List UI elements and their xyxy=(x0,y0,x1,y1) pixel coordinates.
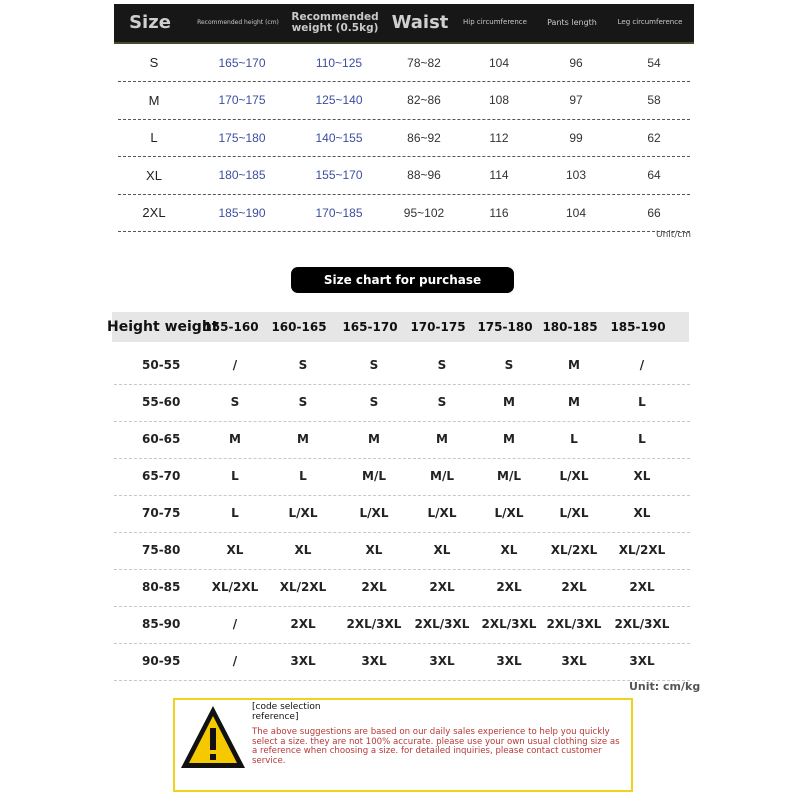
cell-height: 175~180 xyxy=(218,130,266,145)
purchase-chart-row xyxy=(114,347,690,385)
weight-range-label: 85-90 xyxy=(142,617,181,631)
size-recommendation-cell: M xyxy=(503,395,515,409)
size-recommendation-cell: 3XL xyxy=(290,654,316,668)
weight-range-label: 90-95 xyxy=(142,654,181,668)
size-recommendation-cell: 3XL xyxy=(496,654,522,668)
size-table-row xyxy=(118,119,690,157)
height-column-header: 185-190 xyxy=(610,320,666,334)
purchase-chart-row xyxy=(114,606,690,644)
size-recommendation-cell: XL/2XL xyxy=(550,543,598,557)
size-recommendation-cell: XL xyxy=(633,469,651,483)
purchase-chart-row xyxy=(114,532,690,570)
size-recommendation-cell: M xyxy=(568,395,580,409)
cell-waist: 78~82 xyxy=(407,55,441,70)
header-size: Size xyxy=(129,11,171,33)
size-recommendation-cell: L xyxy=(231,469,239,483)
cell-size: S xyxy=(149,55,159,70)
size-recommendation-cell: S xyxy=(298,395,308,409)
size-recommendation-cell: / xyxy=(232,654,238,668)
height-column-header: 180-185 xyxy=(542,320,598,334)
weight-range-label: 60-65 xyxy=(142,432,181,446)
header-recommended-height: Recommended height (cm) xyxy=(197,18,279,26)
size-recommendation-cell: L xyxy=(570,432,578,446)
purchase-chart-row xyxy=(114,569,690,607)
size-recommendation-cell: S xyxy=(369,395,379,409)
size-recommendation-cell: L/XL xyxy=(494,506,524,520)
size-recommendation-cell: XL xyxy=(433,543,451,557)
size-recommendation-cell: S xyxy=(230,395,240,409)
size-recommendation-cell: XL xyxy=(500,543,518,557)
purchase-chart-unit: Unit: cm/kg xyxy=(629,680,701,693)
cell-pants-length: 103 xyxy=(565,168,587,182)
size-recommendation-cell: M/L xyxy=(362,469,386,483)
size-recommendation-cell: 3XL xyxy=(361,654,387,668)
size-table-row xyxy=(118,157,690,195)
size-recommendation-cell: XL/2XL xyxy=(211,580,259,594)
cell-weight: 125~140 xyxy=(315,93,363,107)
size-recommendation-cell: XL/2XL xyxy=(279,580,327,594)
weight-range-label: 55-60 xyxy=(142,395,181,409)
size-table-row xyxy=(118,194,690,232)
size-recommendation-cell: S xyxy=(437,358,447,372)
cell-height: 180~185 xyxy=(218,168,266,182)
cell-leg: 58 xyxy=(647,93,661,107)
size-recommendation-cell: M xyxy=(229,432,241,446)
notice-body: The above suggestions are based on our daily sales experience to help you quickly select a size. they are not 100% accurate. please use your own usual clothing size as a reference when choosing a size. for detailed inquiries, please contact customer service. xyxy=(252,727,620,766)
cell-waist: 86~92 xyxy=(407,130,441,145)
size-recommendation-cell: L/XL xyxy=(559,506,589,520)
cell-pants-length: 99 xyxy=(569,130,583,145)
size-recommendation-cell: / xyxy=(639,358,645,372)
cell-hip: 116 xyxy=(489,205,509,220)
cell-hip: 114 xyxy=(489,168,509,182)
cell-pants-length: 97 xyxy=(569,93,583,107)
size-recommendation-cell: S xyxy=(369,358,379,372)
size-recommendation-cell: 2XL xyxy=(429,580,455,594)
size-notice xyxy=(173,698,633,792)
purchase-chart-header xyxy=(107,312,689,342)
cell-leg: 66 xyxy=(647,205,661,220)
size-recommendation-cell: S xyxy=(298,358,308,372)
cell-weight: 155~170 xyxy=(315,168,363,182)
size-recommendation-cell: 2XL xyxy=(561,580,587,594)
size-table-row xyxy=(118,44,690,82)
cell-waist: 95~102 xyxy=(403,205,445,220)
size-table-unit: Unit/cm xyxy=(656,230,692,240)
size-recommendation-cell: XL xyxy=(365,543,383,557)
cell-hip: 104 xyxy=(488,55,510,70)
size-recommendation-cell: 2XL xyxy=(361,580,387,594)
size-recommendation-cell: L/XL xyxy=(427,506,457,520)
cell-size: XL xyxy=(146,167,162,183)
size-recommendation-cell: 2XL/3XL xyxy=(614,617,670,631)
cell-weight: 110~125 xyxy=(315,55,363,70)
cell-size: 2XL xyxy=(142,205,166,220)
size-table-row xyxy=(118,82,690,120)
cell-height: 185~190 xyxy=(218,205,266,220)
corner-label: Height weight xyxy=(107,319,219,335)
size-recommendation-cell: / xyxy=(232,358,238,372)
purchase-chart-row xyxy=(114,421,690,459)
size-recommendation-cell: XL xyxy=(226,543,244,557)
weight-range-label: 80-85 xyxy=(142,580,181,594)
purchase-chart-title: Size chart for purchase xyxy=(291,267,514,293)
cell-waist: 82~86 xyxy=(407,93,441,107)
size-recommendation-cell: L/XL xyxy=(288,506,318,520)
size-recommendation-cell: XL xyxy=(294,543,312,557)
cell-pants-length: 104 xyxy=(565,205,587,220)
size-recommendation-cell: / xyxy=(232,617,238,631)
size-recommendation-cell: 2XL/3XL xyxy=(481,617,537,631)
cell-height: 170~175 xyxy=(218,93,266,107)
cell-size: L xyxy=(150,130,158,145)
cell-hip: 112 xyxy=(489,130,509,145)
purchase-chart-row xyxy=(114,458,690,496)
size-table-header xyxy=(114,4,694,44)
size-recommendation-cell: XL/2XL xyxy=(618,543,666,557)
size-recommendation-cell: 2XL/3XL xyxy=(414,617,470,631)
size-recommendation-cell: M xyxy=(503,432,515,446)
warning-triangle-icon xyxy=(179,704,247,770)
size-recommendation-cell: M xyxy=(368,432,380,446)
size-recommendation-cell: M xyxy=(436,432,448,446)
header-pants-length: Pants length xyxy=(547,17,597,27)
cell-height: 165~170 xyxy=(218,55,266,70)
size-recommendation-cell: M/L xyxy=(497,469,521,483)
size-recommendation-cell: M xyxy=(568,358,580,372)
notice-title: [code selection reference] xyxy=(252,702,321,722)
cell-leg: 64 xyxy=(647,168,661,182)
size-recommendation-cell: L xyxy=(231,506,239,520)
height-column-header: 160-165 xyxy=(271,320,327,334)
weight-range-label: 50-55 xyxy=(142,358,181,372)
size-recommendation-cell: M/L xyxy=(430,469,454,483)
weight-range-label: 65-70 xyxy=(142,469,181,483)
size-recommendation-cell: 2XL xyxy=(629,580,655,594)
cell-leg: 54 xyxy=(647,55,661,70)
purchase-chart-row xyxy=(114,643,690,681)
cell-weight: 140~155 xyxy=(315,130,363,145)
cell-weight: 170~185 xyxy=(315,205,363,220)
size-recommendation-cell: L xyxy=(638,395,646,409)
size-recommendation-cell: S xyxy=(504,358,514,372)
height-column-header: 170-175 xyxy=(410,320,466,334)
size-recommendation-cell: L/XL xyxy=(559,469,589,483)
header-waist: Waist xyxy=(391,11,449,33)
size-recommendation-cell: S xyxy=(437,395,447,409)
cell-waist: 88~96 xyxy=(407,168,441,182)
size-recommendation-cell: 2XL/3XL xyxy=(346,617,402,631)
size-recommendation-cell: L xyxy=(299,469,307,483)
header-hip: Hip circumference xyxy=(463,18,527,27)
cell-leg: 62 xyxy=(647,130,661,145)
height-column-header: 165-170 xyxy=(342,320,398,334)
height-column-header: 175-180 xyxy=(477,320,533,334)
purchase-chart-row xyxy=(114,495,690,533)
cell-size: M xyxy=(148,92,160,108)
size-recommendation-cell: 2XL xyxy=(290,617,316,631)
weight-range-label: 75-80 xyxy=(142,543,181,557)
size-recommendation-cell: L/XL xyxy=(359,506,389,520)
height-column-header: 155-160 xyxy=(203,320,259,334)
header-leg: Leg circumference xyxy=(617,18,683,27)
size-recommendation-cell: 3XL xyxy=(629,654,655,668)
size-recommendation-cell: 2XL/3XL xyxy=(546,617,602,631)
weight-range-label: 70-75 xyxy=(142,506,181,520)
purchase-chart-row xyxy=(114,384,690,422)
cell-hip: 108 xyxy=(488,93,510,107)
size-recommendation-cell: XL xyxy=(633,506,651,520)
size-recommendation-cell: 2XL xyxy=(496,580,522,594)
header-recommended-weight: Recommended weight (0.5kg) xyxy=(291,10,379,34)
size-recommendation-cell: M xyxy=(297,432,309,446)
size-recommendation-cell: 3XL xyxy=(561,654,587,668)
cell-pants-length: 96 xyxy=(569,55,583,70)
size-recommendation-cell: L xyxy=(638,432,646,446)
size-recommendation-cell: 3XL xyxy=(429,654,455,668)
